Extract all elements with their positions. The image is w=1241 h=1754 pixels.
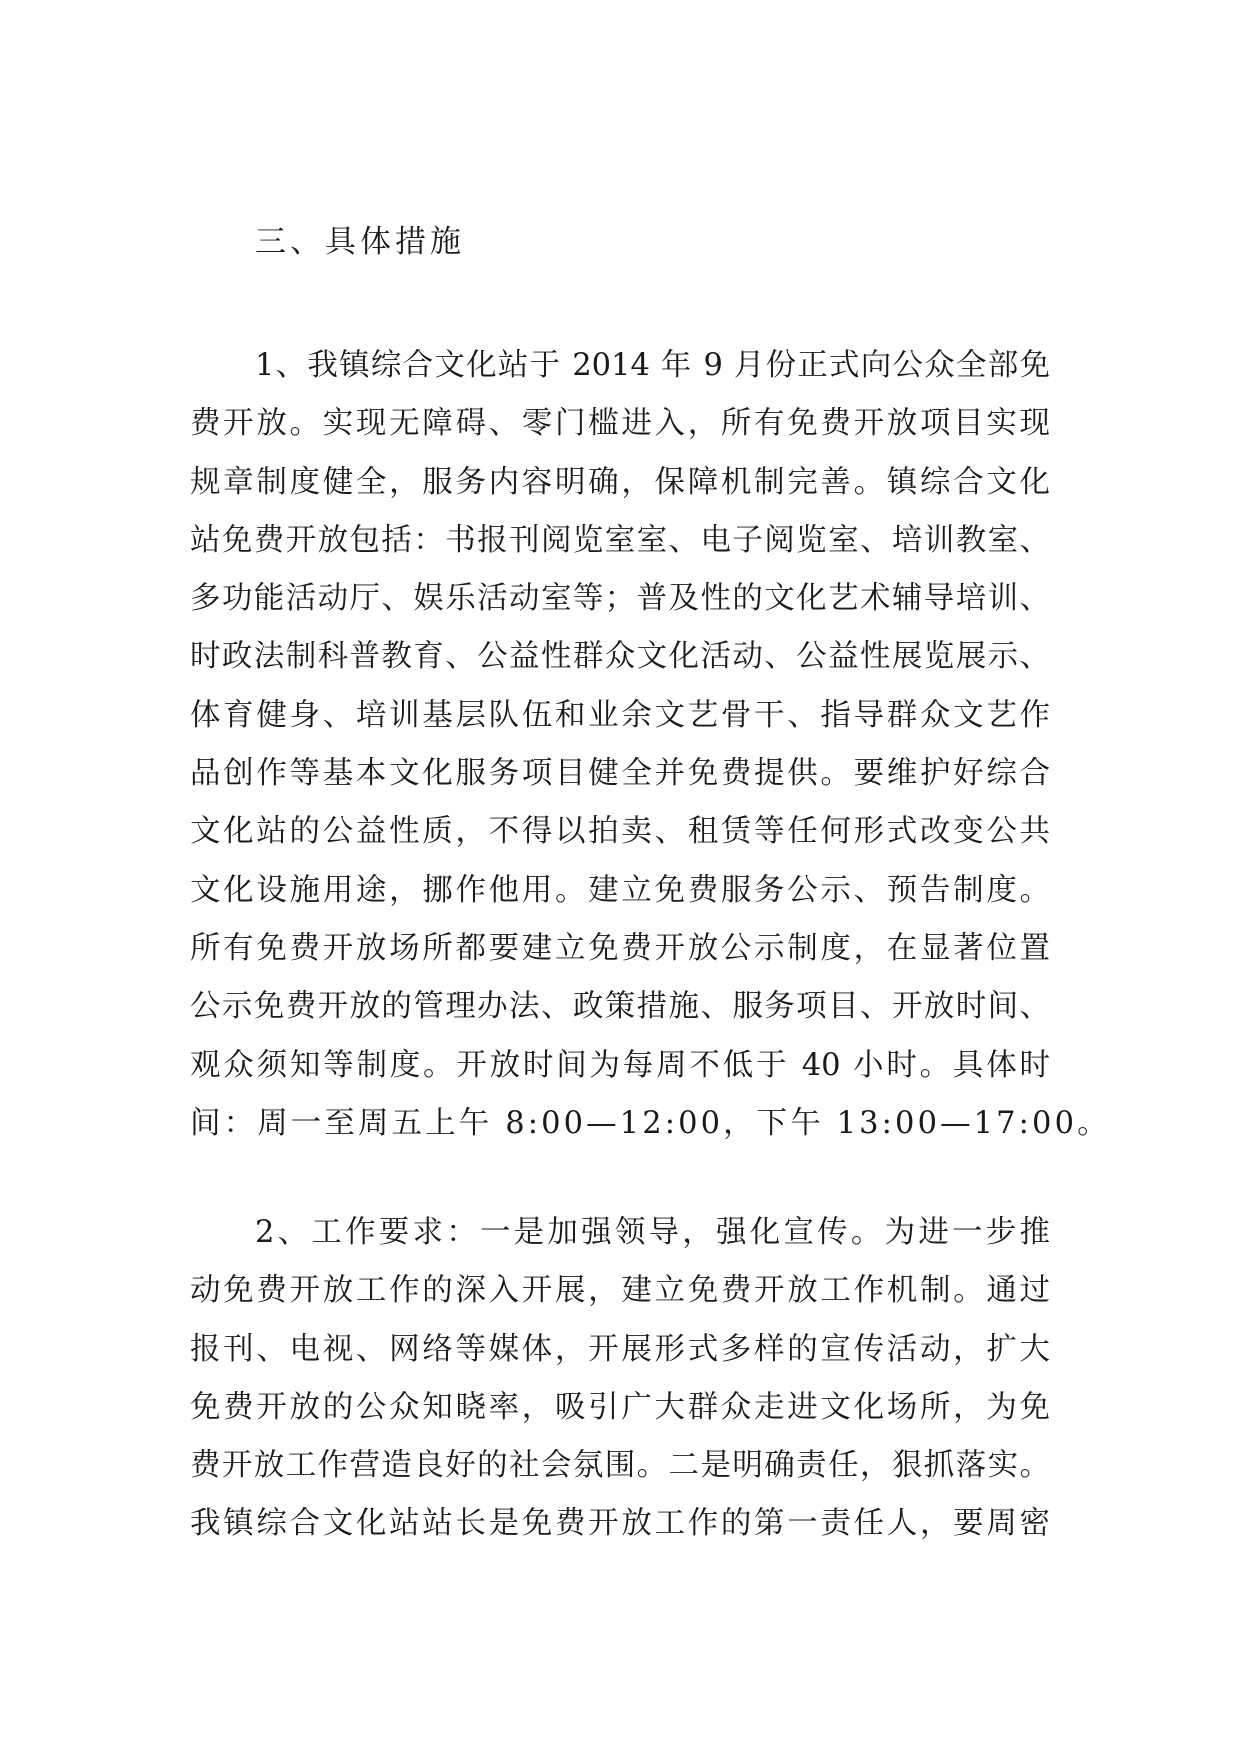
section-heading: 三、具体措施 [255,224,465,260]
text-line: 费开放。实现无障碍、零门槛进入，所有免费开放项目实现 [190,406,1050,442]
text-line: 体育健身、培训基层队伍和业余文艺骨干、指导群众文艺作 [190,697,1050,733]
text-line: 文化设施用途，挪作他用。建立免费服务公示、预告制度。 [190,872,1050,908]
text-line: 间：周一至周五上午 8:00—12:00，下午 13:00—17:00。 [190,1105,1111,1141]
text-line: 规章制度健全，服务内容明确，保障机制完善。镇综合文化 [190,464,1050,500]
text-line: 我镇综合文化站站长是免费开放工作的第一责任人，要周密 [190,1506,1050,1542]
text-line: 动免费开放工作的深入开展，建立免费开放工作机制。通过 [190,1273,1050,1309]
text-line: 观众须知等制度。开放时间为每周不低于 40 小时。具体时 [190,1047,1050,1083]
text-line: 免费开放的公众知晓率，吸引广大群众走进文化场所，为免 [190,1389,1050,1425]
text-line: 品创作等基本文化服务项目健全并免费提供。要维护好综合 [190,756,1050,792]
paragraph-2 [190,1204,1050,1554]
text-line: 文化站的公益性质，不得以拍卖、租赁等任何形式改变公共 [190,814,1050,850]
text-line: 费开放工作营造良好的社会氛围。二是明确责任，狠抓落实。 [190,1448,1050,1484]
text-line: 多功能活动厅、娱乐活动室等；普及性的文化艺术辅导培训、 [190,581,1050,617]
text-line: 公示免费开放的管理办法、政策措施、服务项目、开放时间、 [190,989,1050,1025]
text-line: 报刊、电视、网络等媒体，开展形式多样的宣传活动，扩大 [190,1331,1050,1367]
text-line: 时政法制科普教育、公益性群众文化活动、公益性展览展示、 [190,639,1050,675]
text-line: 2、工作要求：一是加强领导，强化宣传。为进一步推 [255,1215,1050,1250]
text-line: 1、我镇综合文化站于 2014 年 9 月份正式向公众全部免 [255,348,1050,383]
paragraph-1 [190,337,1111,1153]
text-line: 所有免费开放场所都要建立免费开放公示制度，在显著位置 [190,930,1050,966]
text-line: 站免费开放包括：书报刊阅览室室、电子阅览室、培训教室、 [190,522,1050,558]
